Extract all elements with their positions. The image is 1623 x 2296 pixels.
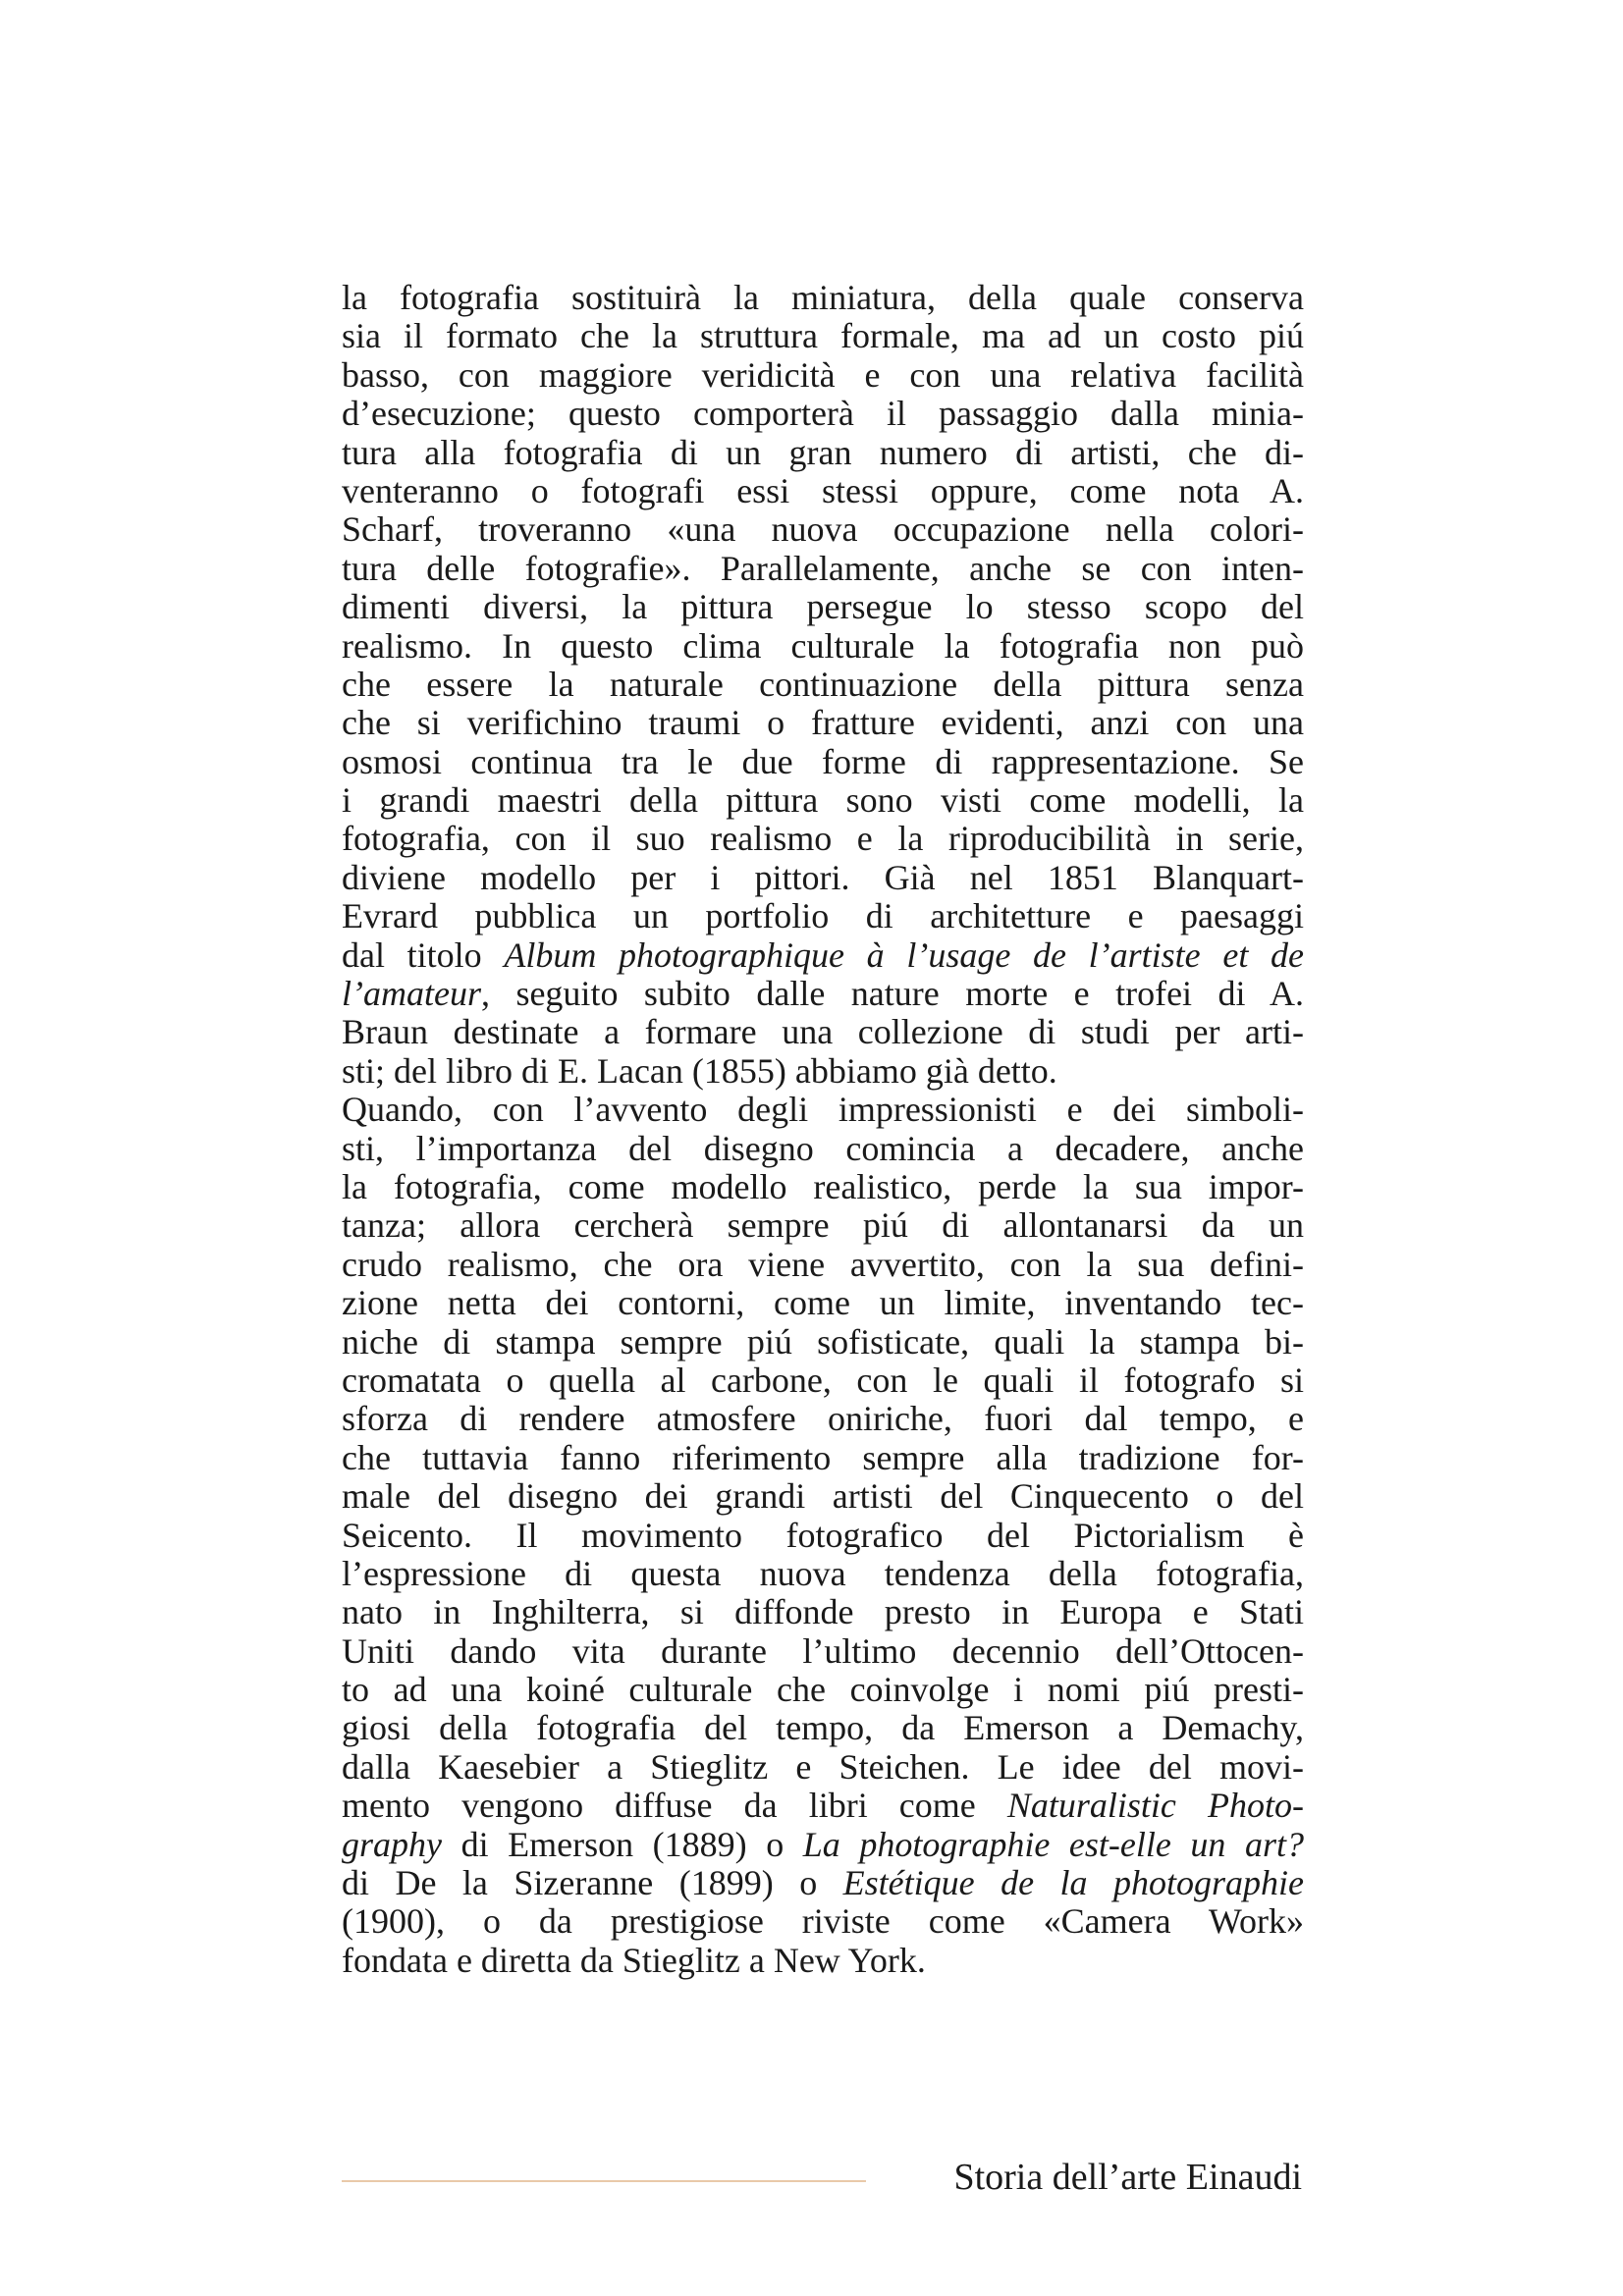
text-segment: fondata e diretta da Stieglitz a New York.	[342, 1940, 926, 1980]
text-segment: tura alla fotografia di un gran numero di artisti, che di-	[342, 432, 1304, 472]
italic-title: l’amateur	[342, 974, 481, 1014]
text-segment: Quando, con l’avvento degli impressionisti e dei simboli-	[342, 1090, 1304, 1130]
text-segment: realismo. In questo clima culturale la fotografia non può	[342, 625, 1304, 666]
text-line	[342, 936, 1304, 975]
text-line	[342, 1826, 1304, 1864]
text-line	[342, 510, 1304, 549]
text-segment: Evrard pubblica un portfolio di architetture e paesaggi	[342, 896, 1304, 936]
text-line	[342, 1632, 1304, 1671]
text-segment: sforza di rendere atmosfere oniriche, fuori dal tempo, e	[342, 1399, 1304, 1439]
text-segment: la fotografia sostituirà la miniatura, della quale conserva	[342, 278, 1304, 317]
text-line	[342, 1246, 1304, 1284]
text-line	[342, 472, 1304, 510]
text-line	[342, 1517, 1304, 1555]
text-line	[342, 627, 1304, 666]
text-line	[342, 1787, 1304, 1825]
text-line	[342, 550, 1304, 588]
text-line	[342, 1013, 1304, 1051]
body-text	[342, 279, 1304, 1980]
italic-title: Estétique de la photographie	[842, 1863, 1304, 1903]
text-line	[342, 666, 1304, 704]
text-segment: basso, con maggiore veridicità e con una relativa facilità	[342, 354, 1304, 395]
text-line	[342, 1323, 1304, 1362]
text-segment: dal titolo	[342, 934, 505, 975]
text-line	[342, 975, 1304, 1013]
text-segment: tanza; allora cercherà sempre piú di allontanarsi da un	[342, 1205, 1304, 1246]
text-line	[342, 1864, 1304, 1902]
text-segment: (1900), o da prestigiose riviste come «Camera Work»	[342, 1901, 1304, 1942]
text-segment: d’esecuzione; questo comporterà il passaggio dalla minia-	[342, 394, 1304, 434]
text-line	[342, 1555, 1304, 1593]
text-segment: dimenti diversi, la pittura persegue lo stesso scopo del	[342, 587, 1304, 627]
text-line	[342, 859, 1304, 897]
italic-title: La photographie est-elle un art?	[802, 1824, 1305, 1864]
text-segment: che si verifichino traumi o fratture evidenti, anzi con una	[342, 703, 1304, 743]
text-segment: nato in Inghilterra, si diffonde presto in Europa e Stati	[342, 1592, 1304, 1632]
text-line	[342, 1206, 1304, 1245]
footer-rule	[342, 2180, 866, 2182]
text-line	[342, 279, 1304, 317]
text-segment: Uniti dando vita durante l’ultimo decennio dell’Ottocen-	[342, 1630, 1304, 1671]
text-segment: che tuttavia fanno riferimento sempre alla tradizione for-	[342, 1437, 1304, 1477]
text-line	[342, 1168, 1304, 1206]
text-segment: diviene modello per i pittori. Già nel 1851 Blanquart-	[342, 857, 1304, 897]
text-line	[342, 588, 1304, 626]
text-segment: , seguito subito dalle nature morte e trofei di A.	[480, 974, 1304, 1014]
text-segment: to ad una koiné culturale che coinvolge i nomi piú presti-	[342, 1670, 1304, 1710]
text-segment: di De la Sizeranne (1899) o	[342, 1863, 843, 1903]
text-segment: sti; del libro di E. Lacan (1855) abbiamo già detto.	[342, 1050, 1057, 1091]
text-segment: cromatata o quella al carbone, con le quali il fotografo si	[342, 1360, 1304, 1400]
text-line	[342, 1284, 1304, 1322]
text-segment: mento vengono diffuse da libri come	[342, 1786, 1007, 1826]
text-segment: Scharf, troveranno «una nuova occupazione nella colori-	[342, 509, 1304, 550]
text-line	[342, 317, 1304, 355]
text-segment: niche di stampa sempre piú sofisticate, quali la stampa bi-	[342, 1321, 1304, 1362]
text-line	[342, 1709, 1304, 1747]
text-segment: i grandi maestri della pittura sono visti come modelli, la	[342, 780, 1304, 821]
text-segment: venteranno o fotografi essi stessi oppure, come nota A.	[342, 470, 1304, 510]
text-line	[342, 1091, 1304, 1129]
text-segment: di Emerson (1889) o	[442, 1824, 803, 1864]
text-segment: sia il formato che la struttura formale, ma ad un costo piú	[342, 316, 1304, 356]
text-line	[342, 1130, 1304, 1168]
text-line	[342, 1477, 1304, 1516]
text-segment: male del disegno dei grandi artisti del Cinquecento o del	[342, 1476, 1304, 1517]
italic-title: Naturalistic Photo-	[1006, 1786, 1305, 1826]
text-segment: Seicento. Il movimento fotografico del Pictorialism è	[342, 1515, 1304, 1555]
text-line	[342, 434, 1304, 472]
text-line	[342, 897, 1304, 935]
text-segment: crudo realismo, che ora viene avvertito, con la sua defini-	[342, 1244, 1304, 1284]
text-segment: che essere la naturale continuazione della pittura senza	[342, 664, 1304, 704]
text-line	[342, 1593, 1304, 1631]
text-line	[342, 1942, 1304, 1980]
text-line	[342, 743, 1304, 781]
text-segment: zione netta dei contorni, come un limite, inventando tec-	[342, 1283, 1304, 1323]
italic-title: graphy	[342, 1824, 442, 1864]
text-segment: osmosi continua tra le due forme di rappresentazione. Se	[342, 741, 1304, 781]
text-segment: dalla Kaesebier a Stieglitz e Steichen. Le idee del movi-	[342, 1746, 1304, 1787]
text-segment: fotografia, con il suo realismo e la riproducibilità in serie,	[342, 819, 1304, 859]
text-line	[342, 820, 1304, 858]
text-line	[342, 1400, 1304, 1438]
text-line	[342, 395, 1304, 433]
text-segment: sti, l’importanza del disegno comincia a decadere, anche	[342, 1128, 1304, 1168]
text-segment: Braun destinate a formare una collezione di studi per arti-	[342, 1012, 1304, 1052]
text-segment: l’espressione di questa nuova tendenza della fotografia,	[342, 1553, 1304, 1593]
text-segment: la fotografia, come modello realistico, perde la sua impor-	[342, 1166, 1304, 1206]
text-line	[342, 1052, 1304, 1091]
text-line	[342, 356, 1304, 395]
text-segment: tura delle fotografie». Parallelamente, anche se con inten-	[342, 548, 1304, 588]
text-line	[342, 1902, 1304, 1941]
text-segment: giosi della fotografia del tempo, da Emerson a Demachy,	[342, 1708, 1304, 1748]
text-line	[342, 781, 1304, 820]
text-line	[342, 1748, 1304, 1787]
text-line	[342, 1671, 1304, 1709]
text-line	[342, 1439, 1304, 1477]
text-line	[342, 1362, 1304, 1400]
footer-title: Storia dell’arte Einaudi	[953, 2157, 1302, 2198]
text-line	[342, 704, 1304, 742]
italic-title: Album photographique à l’usage de l’artiste et de	[504, 934, 1304, 975]
